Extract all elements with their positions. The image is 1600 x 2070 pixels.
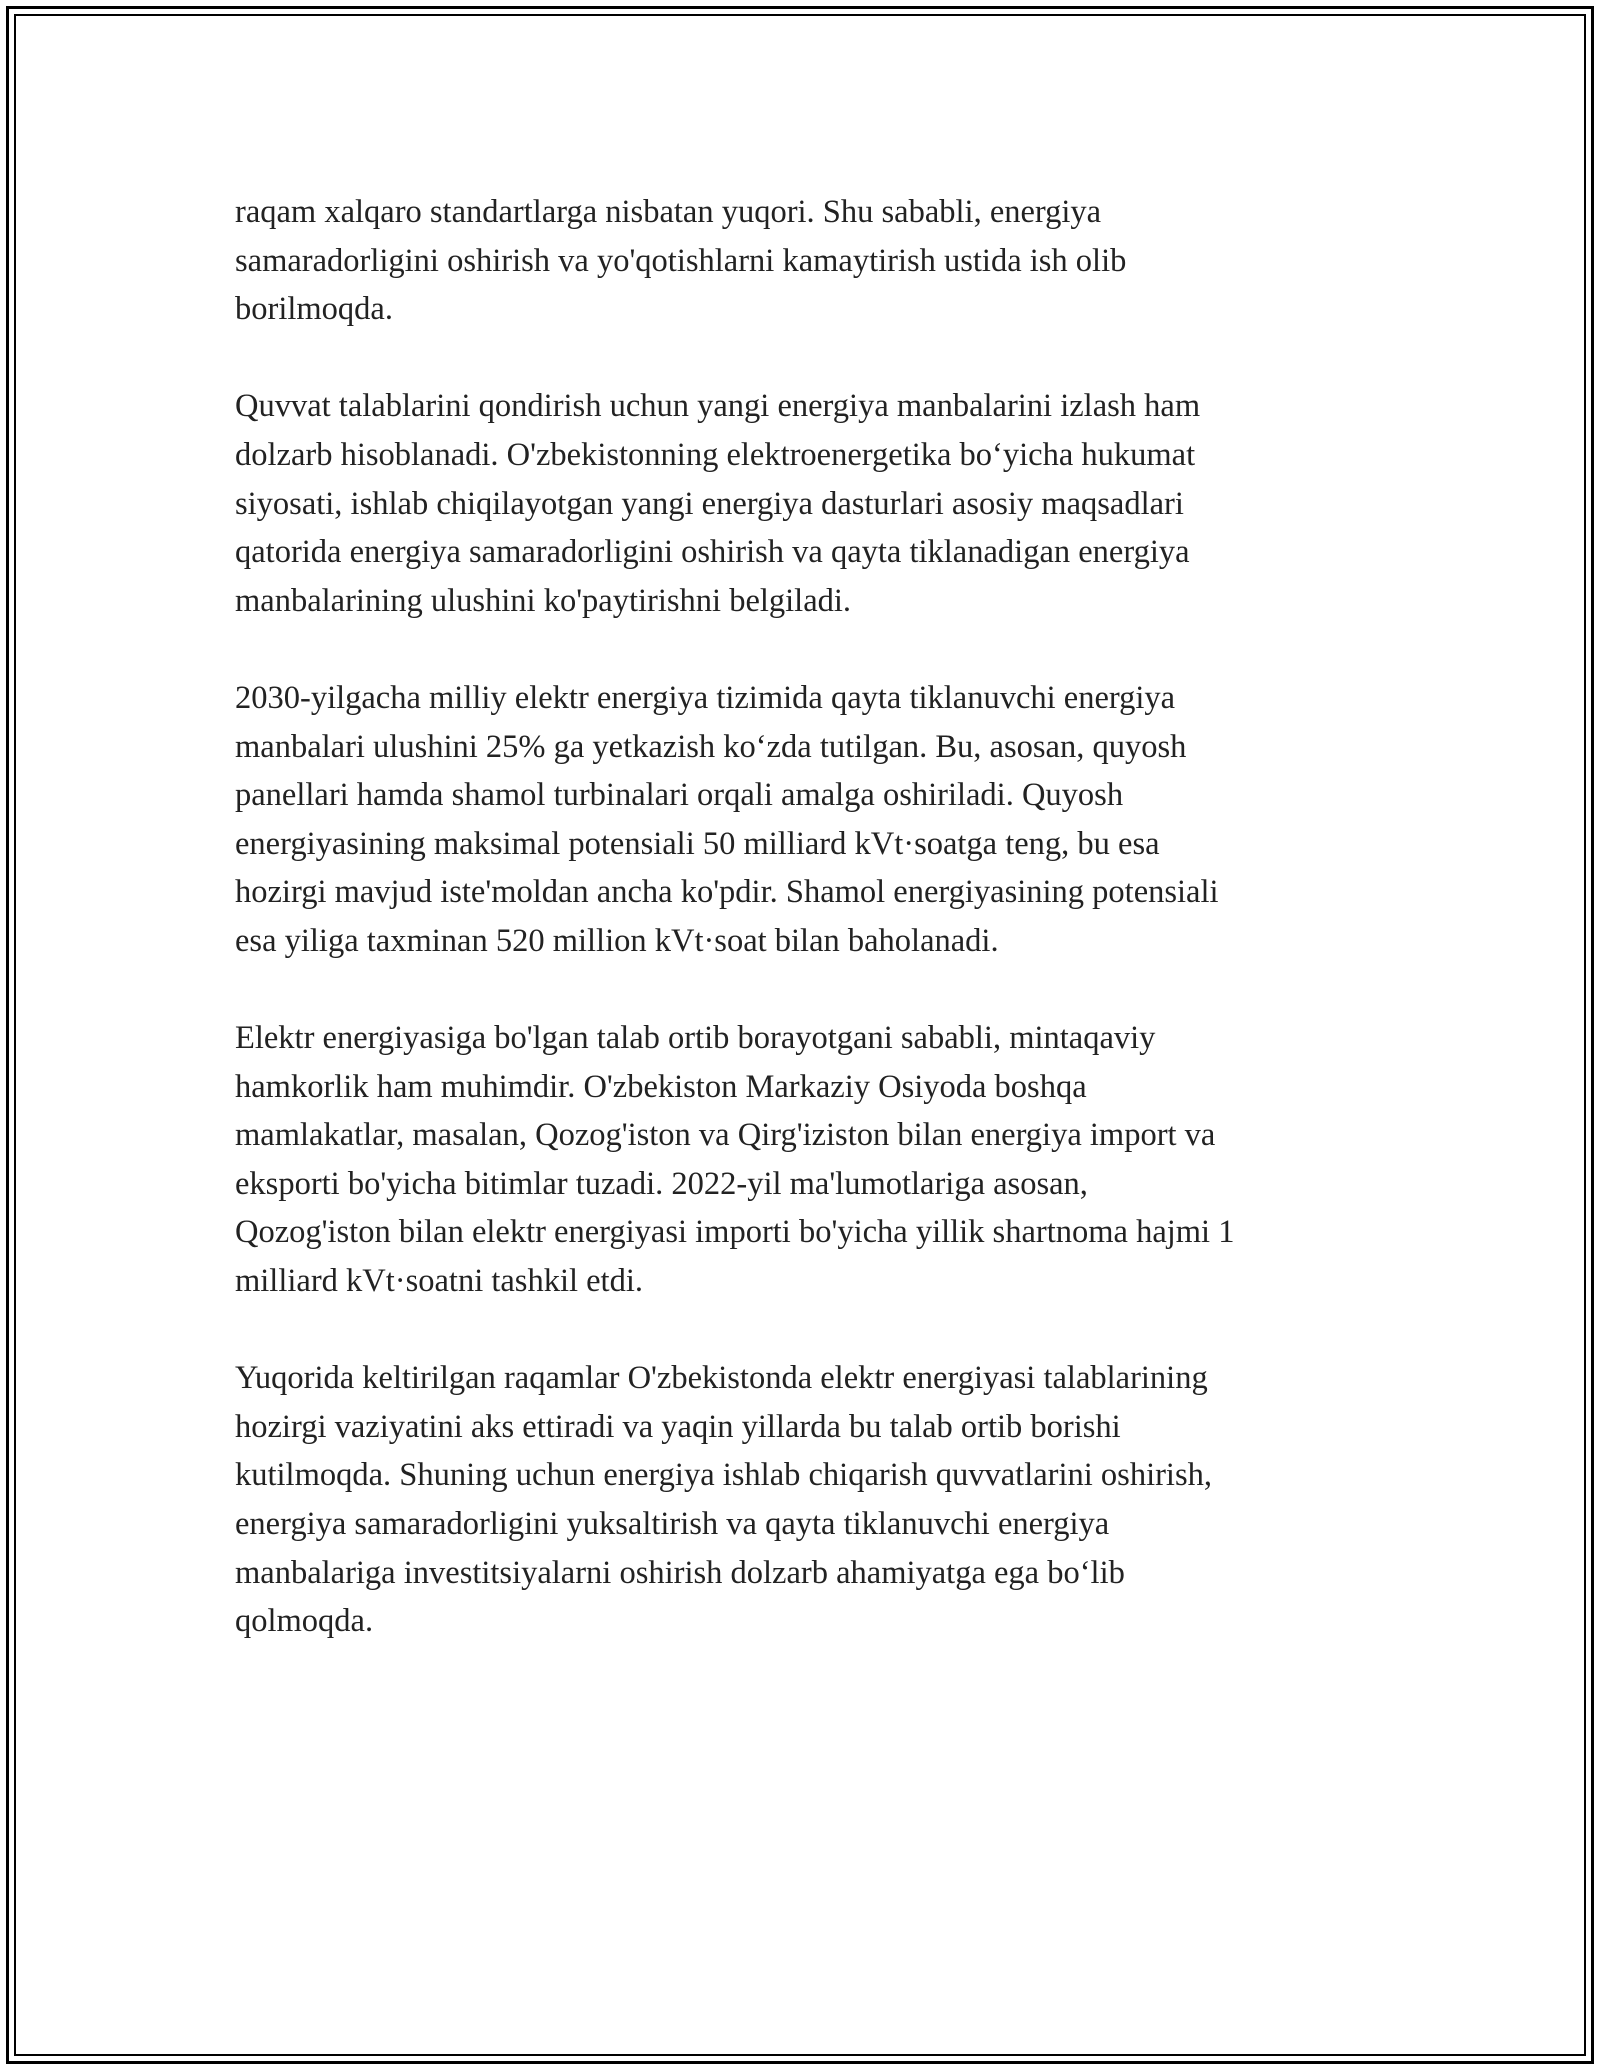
paragraph-line: Quvvat talablarini qondirish uchun yangi energiya manbalarini izlash ham xyxy=(235,388,1201,425)
paragraph-line: qolmoqda. xyxy=(235,1603,374,1640)
paragraph-1 xyxy=(235,188,1375,334)
paragraph-4 xyxy=(235,1014,1375,1306)
paragraph-line: hozirgi mavjud iste'moldan ancha ko'pdir. Shamol energiyasining potensiali xyxy=(235,874,1219,911)
paragraph-line: manbalariga investitsiyalarni oshirish dolzarb ahamiyatga ega bo‘lib xyxy=(235,1554,1125,1591)
paragraph-line: Elektr energiyasiga bo'lgan talab ortib borayotgani sababli, mintaqaviy xyxy=(235,1020,1156,1057)
paragraph-line: esa yiliga taxminan 520 million kVt·soat bilan baholanadi. xyxy=(235,922,999,959)
paragraph-line: manbalarining ulushini ko'paytirishni belgiladi. xyxy=(235,582,852,619)
paragraph-line: eksporti bo'yicha bitimlar tuzadi. 2022-yil ma'lumotlariga asosan, xyxy=(235,1165,1088,1202)
paragraph-line: raqam xalqaro standartlarga nisbatan yuqori. Shu sababli, energiya xyxy=(235,194,1102,230)
paragraph-line: qatorida energiya samaradorligini oshirish va qayta tiklanadigan energiya xyxy=(235,534,1190,571)
document-body xyxy=(235,188,1375,1694)
paragraph-line: milliard kVt·soatni tashkil etdi. xyxy=(235,1263,643,1300)
paragraph-line: mamlakatlar, masalan, Qozog'iston va Qirg'iziston bilan energiya import va xyxy=(235,1117,1216,1154)
paragraph-line: borilmoqda. xyxy=(235,291,393,328)
paragraph-line: energiyasining maksimal potensiali 50 milliard kVt·soatga teng, bu esa xyxy=(235,825,1160,862)
paragraph-line: kutilmoqda. Shuning uchun energiya ishlab chiqarish quvvatlarini oshirish, xyxy=(235,1457,1212,1494)
paragraph-line: siyosati, ishlab chiqilayotgan yangi energiya dasturlari asosiy maqsadlari xyxy=(235,485,1184,522)
paragraph-line: hozirgi vaziyatini aks ettiradi va yaqin yillarda bu talab ortib borishi xyxy=(235,1408,1121,1445)
paragraph-line: samaradorligini oshirish va yo'qotishlarni kamaytirish ustida ish olib xyxy=(235,242,1127,279)
paragraph-line: dolzarb hisoblanadi. O'zbekistonning elektroenergetika bo‘yicha hukumat xyxy=(235,436,1196,473)
paragraph-5 xyxy=(235,1354,1375,1646)
paragraph-line: 2030-yilgacha milliy elektr energiya tizimida qayta tiklanuvchi energiya xyxy=(235,679,1176,716)
paragraph-line: panellari hamda shamol turbinalari orqali amalga oshiriladi. Quyosh xyxy=(235,777,1124,814)
paragraph-3 xyxy=(235,674,1375,966)
paragraph-2 xyxy=(235,382,1375,625)
paragraph-line: Qozog'iston bilan elektr energiyasi importi bo'yicha yillik shartnoma hajmi 1 xyxy=(235,1214,1235,1251)
paragraph-line: energiya samaradorligini yuksaltirish va qayta tiklanuvchi energiya xyxy=(235,1506,1110,1543)
paragraph-line: hamkorlik ham muhimdir. O'zbekiston Markaziy Osiyoda boshqa xyxy=(235,1068,1087,1105)
paragraph-line: Yuqorida keltirilgan raqamlar O'zbekistonda elektr energiyasi talablarining xyxy=(235,1360,1208,1397)
paragraph-line: manbalari ulushini 25% ga yetkazish ko‘zda tutilgan. Bu, asosan, quyosh xyxy=(235,728,1187,765)
